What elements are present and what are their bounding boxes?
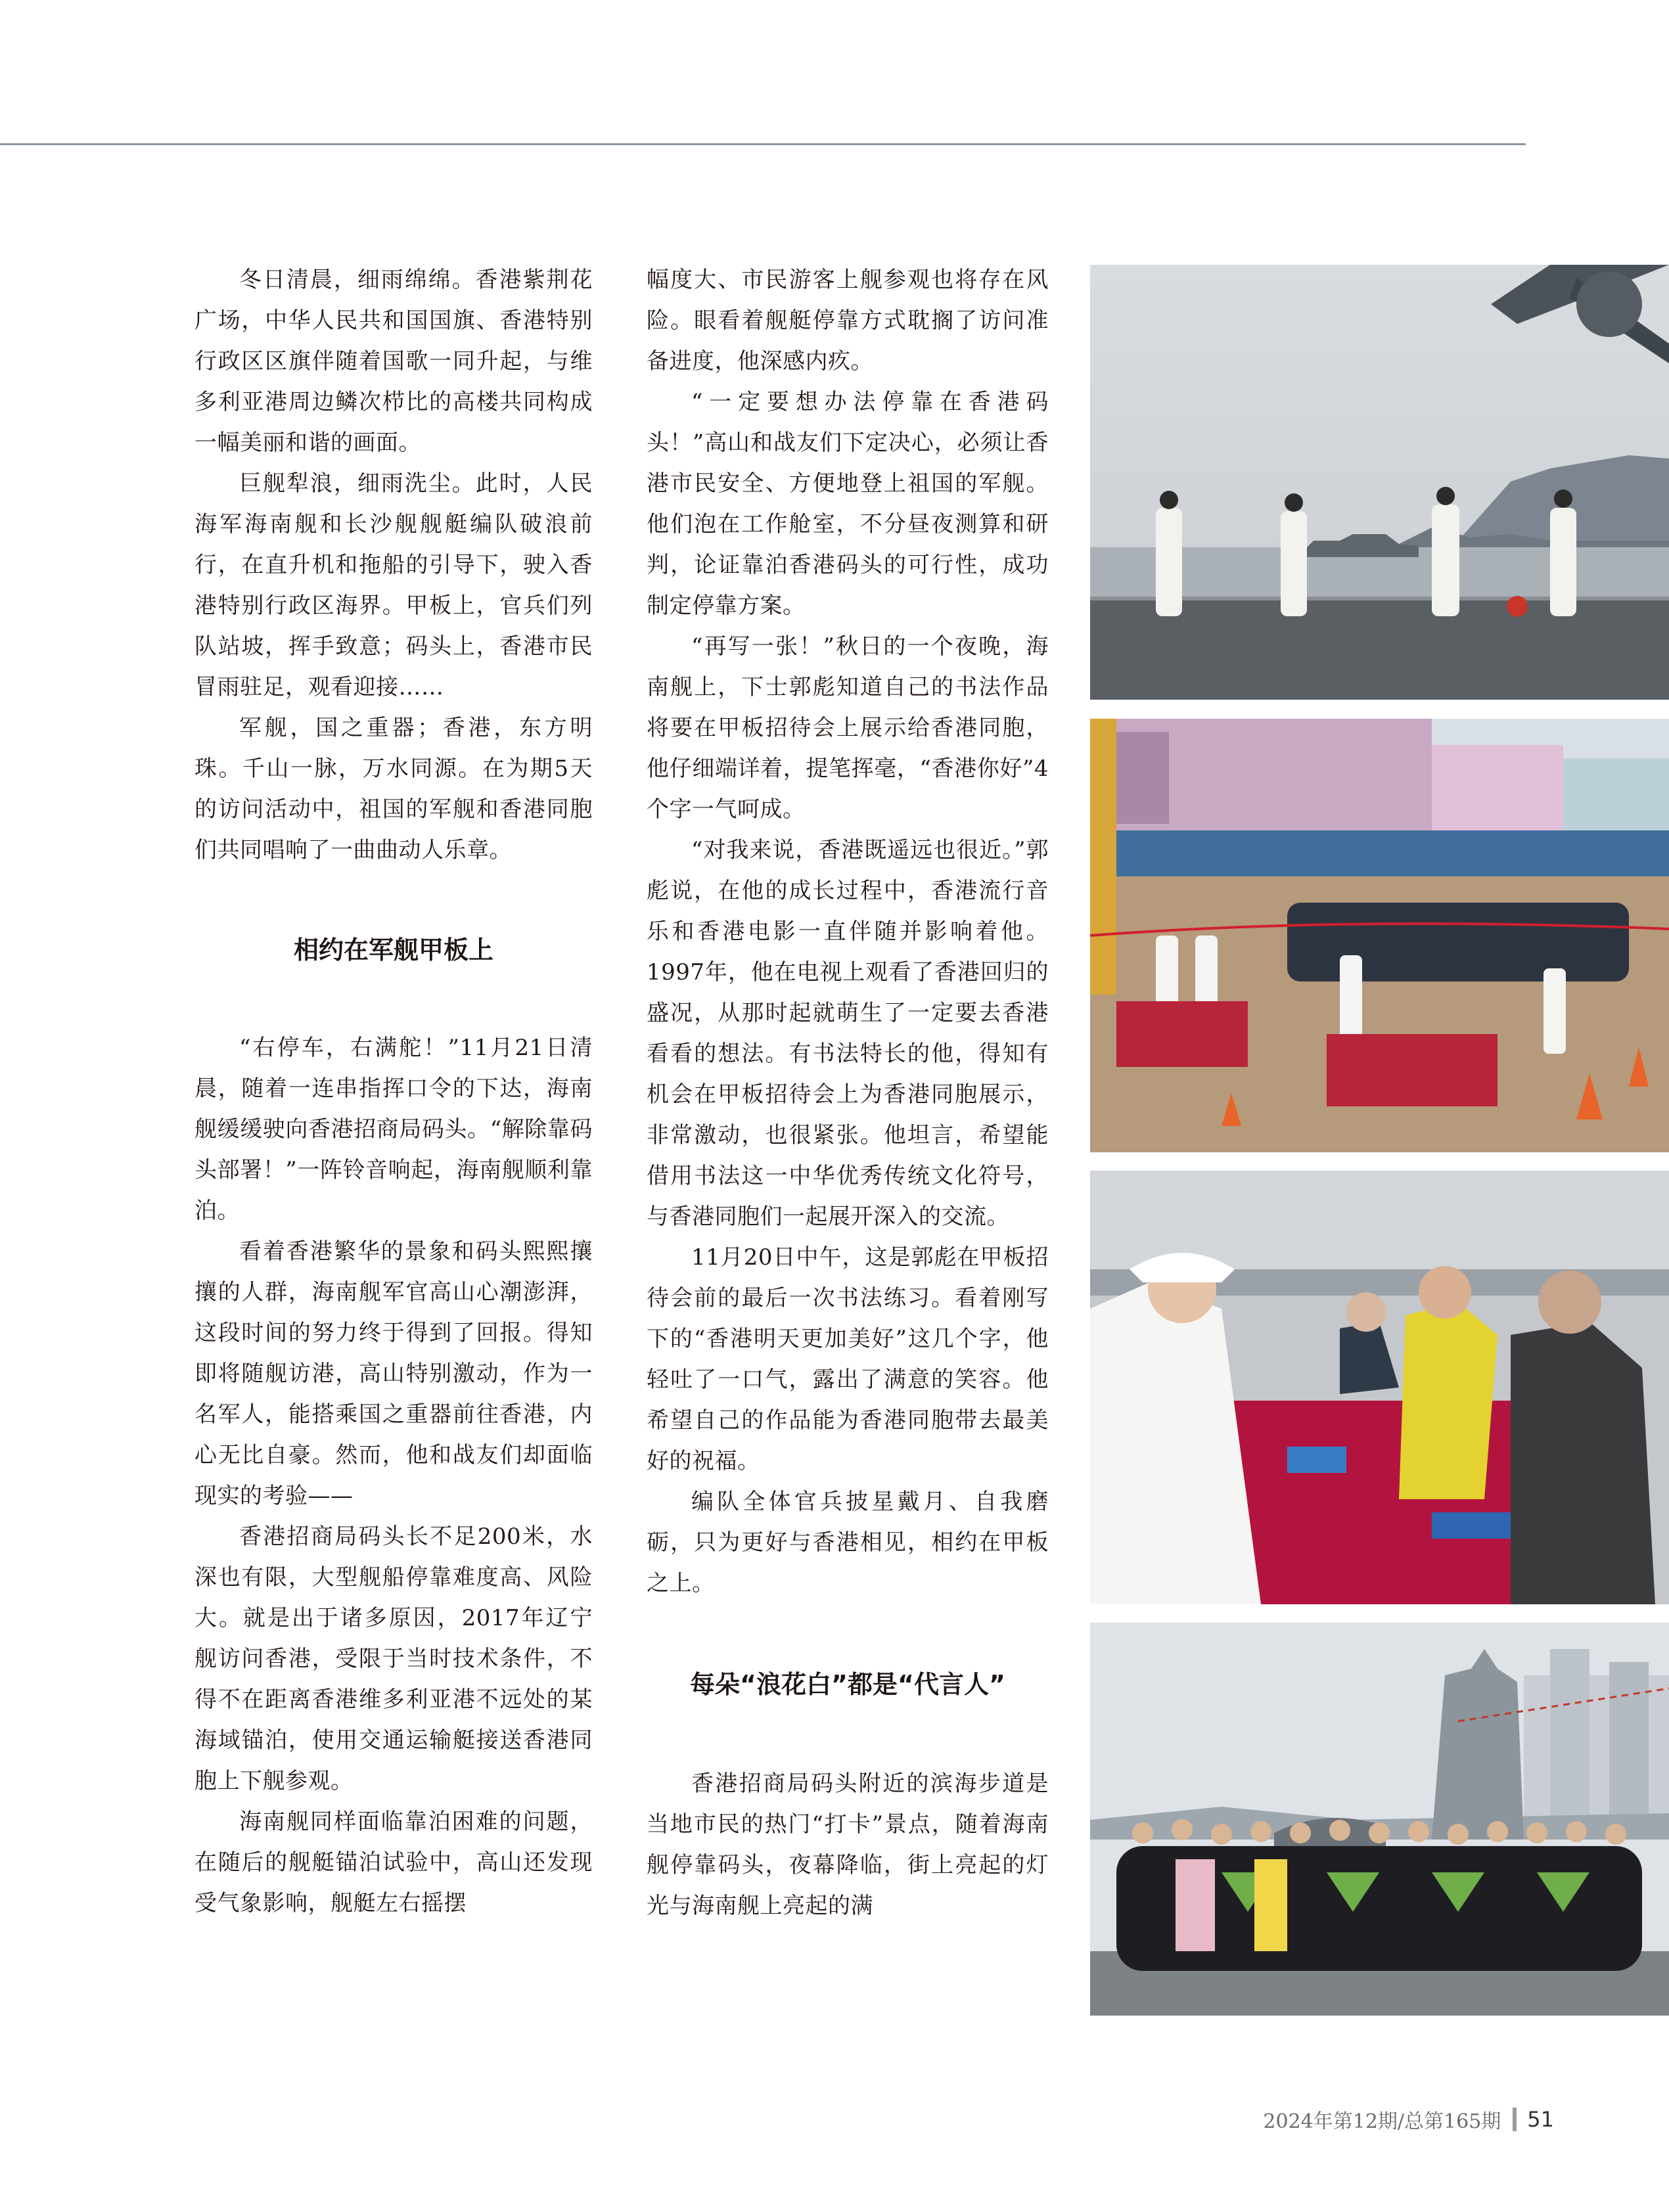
paragraph: 香港招商局码头附近的滨海步道是当地市民的热门“打卡”景点，随着海南舰停靠码头，夜幕降临，街上亮起的灯光与海南舰上亮起的满 (647, 1771, 1049, 1919)
paragraph-continuation: 幅度大、市民游客上舰参观也将存在风险。眼看着舰艇停靠方式耽搁了访问准备进度，他深感内疚。 (647, 267, 1049, 374)
page-footer (1263, 2104, 1554, 2135)
header-rule (0, 143, 1526, 145)
text-column-1 (194, 260, 593, 1924)
text-column-2 (647, 260, 1049, 1926)
paragraph: 海南舰同样面临靠泊困难的问题，在随后的舰艇锚泊试验中，高山还发现受气象影响，舰艇左右摇摆 (194, 1809, 593, 1916)
issue-label: 2024年第12期/总第165期 (1263, 2110, 1501, 2133)
paragraph: 巨舰犁浪，细雨洗尘。此时，人民海军海南舰和长沙舰舰艇编队破浪前行，在直升机和拖船的引导下，驶入香港特别行政区海界。甲板上，官兵们列队站坡，挥手致意；码头上，香港市民冒雨驻足，观看迎接…… (194, 470, 593, 700)
paragraph: “右停车，右满舵！”11月21日清晨，随着一连串指挥口令的下达，海南舰缓缓驶向香港招商局码头。“解除靠码头部署！”一阵铃音响起，海南舰顺利靠泊。 (194, 1035, 593, 1224)
photo-sailors-greeting-citizens (1090, 1171, 1669, 1604)
paragraph: “对我来说，香港既遥远也很近。”郭彪说，在他的成长过程中，香港流行音乐和香港电影一直伴随并影响着他。1997年，他在电视上观看了香港回归的盛况，从那时起就萌生了一定要去香港看看的想法。有书法特长的他，得知有机会在甲板招待会上为香港同胞展示，非常激动，也很紧张。他坦言，希望能借用书法这一中华优秀传统文化符号，与香港同胞们一起展开深入的交流。 (647, 837, 1049, 1230)
photo-visitors-queue-at-pier (1090, 719, 1669, 1152)
paragraph: “一定要想办法停靠在香港码头！”高山和战友们下定决心，必须让香港市民安全、方便地登上祖国的军舰。他们泡在工作舱室，不分昼夜测算和研判，论证靠泊香港码头的可行性，成功制定停靠方案。 (647, 389, 1049, 619)
footer-divider (1513, 2108, 1517, 2131)
section-heading: 相约在军舰甲板上 (293, 936, 493, 964)
page-number: 51 (1527, 2107, 1554, 2132)
paragraph: 冬日清晨，细雨绵绵。香港紫荆花广场，中华人民共和国国旗、香港特别行政区区旗伴随着国歌一同升起，与维多利亚港周边鳞次栉比的高楼共同构成一幅美丽和谐的画面。 (194, 267, 593, 456)
paragraph: 香港招商局码头长不足200米，水深也有限，大型舰船停靠难度高、风险大。就是出于诸多原因，2017年辽宁舰访问香港，受限于当时技术条件，不得不在距离香港维多利亚港不远处的某海域锚泊，使用交通运输艇接送香港同胞上下舰参观。 (194, 1524, 593, 1794)
photo-group-on-flight-deck (1090, 1623, 1669, 2016)
paragraph: 11月20日中午，这是郭彪在甲板招待会前的最后一次书法练习。看着刚写下的“香港明天更加美好”这几个字，他轻吐了一口气，露出了满意的笑容。他希望自己的作品能为香港同胞带去最美好的祝福。 (647, 1244, 1049, 1474)
paragraph: 军舰，国之重器；香港，东方明珠。千山一脉，万水同源。在为期5天的访问活动中，祖国的军舰和香港同胞们共同唱响了一曲曲动人乐章。 (194, 715, 593, 863)
paragraph: 编队全体官兵披星戴月、自我磨砺，只为更好与香港相见，相约在甲板之上。 (647, 1489, 1049, 1596)
section-heading: 每朵“浪花白”都是“代言人” (690, 1670, 1005, 1699)
photo-sailors-saluting-on-deck (1090, 265, 1669, 700)
paragraph: 看着香港繁华的景象和码头熙熙攘攘的人群，海南舰军官高山心潮澎湃，这段时间的努力终于得到了回报。得知即将随舰访港，高山特别激动，作为一名军人，能搭乘国之重器前往香港，内心无比自豪。然而，他和战友们却面临现实的考验—— (194, 1238, 593, 1509)
paragraph: “再写一张！”秋日的一个夜晚，海南舰上，下士郭彪知道自己的书法作品将要在甲板招待会上展示给香港同胞，他仔细端详着，提笔挥毫，“香港你好”4个字一气呵成。 (647, 633, 1049, 823)
